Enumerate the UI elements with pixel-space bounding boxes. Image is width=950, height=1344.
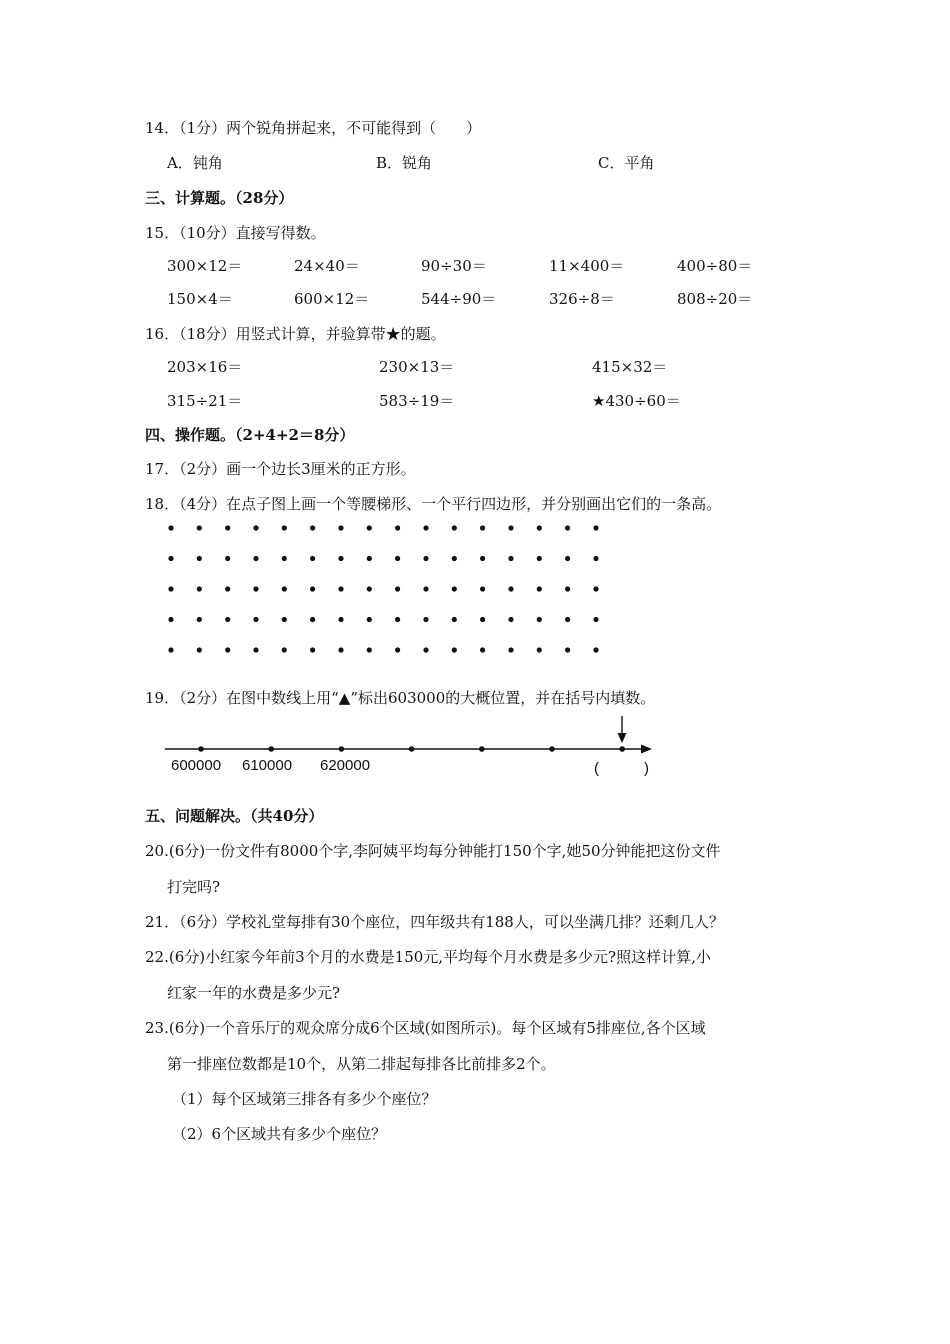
question-23-sub-1: （1）每个区域第三排各有多少个座位？ xyxy=(172,1090,437,1108)
question-23-line-2: 第一排座位数都是10个，从第二排起每排各比前排多2个。 xyxy=(167,1055,556,1073)
number-line-arrowhead xyxy=(641,745,652,754)
q16-item: 415×32＝ xyxy=(592,358,668,376)
number-line-tick xyxy=(339,746,345,752)
number-line-tick xyxy=(198,746,204,752)
question-14-stem: 14．（1分）两个锐角拼起来，不可能得到（ ） xyxy=(145,119,482,137)
q15-item: 24×40＝ xyxy=(294,257,360,275)
q15-item: 11×400＝ xyxy=(549,257,625,275)
q16-item: 203×16＝ xyxy=(167,358,243,376)
down-arrow-head-icon xyxy=(618,733,627,743)
number-line-label: 620000 xyxy=(320,757,371,774)
question-23-line-1: 23.(6分)一个音乐厅的观众席分成6个区域(如图所示)。每个区域有5排座位,各个区域 xyxy=(145,1019,706,1037)
number-line-tick xyxy=(409,746,415,752)
number-line-label: 610000 xyxy=(242,757,293,774)
q15-item: 150×4＝ xyxy=(167,290,233,308)
section-3-title: 三、计算题。（28分） xyxy=(145,189,294,207)
q15-item: 90÷30＝ xyxy=(421,257,487,275)
question-14-option-c: C．平角 xyxy=(598,154,655,172)
q16-item: ★430÷60＝ xyxy=(592,392,681,410)
question-23-sub-2: （2）6个区域共有多少个座位？ xyxy=(172,1125,387,1143)
number-line-tick xyxy=(619,746,625,752)
q15-item: 600×12＝ xyxy=(294,290,370,308)
number-line-answer-blank[interactable]: ( ) xyxy=(594,760,649,777)
question-19-stem: 19．（2分）在图中数线上用“▲”标出603000的大概位置，并在括号内填数。 xyxy=(145,689,656,707)
question-17-stem: 17．（2分）画一个边长3厘米的正方形。 xyxy=(145,460,416,478)
q15-item: 544÷90＝ xyxy=(421,290,497,308)
question-20-line-2: 打完吗? xyxy=(167,878,221,896)
question-20-line-1: 20.(6分)一份文件有8000个字,李阿姨平均每分钟能打150个字,她50分钟能把这份文件 xyxy=(145,842,721,860)
number-line-label: 600000 xyxy=(171,757,222,774)
question-14-option-a: A．钝角 xyxy=(167,154,223,172)
q15-item: 808÷20＝ xyxy=(677,290,753,308)
section-5-title: 五、问题解决。（共40分） xyxy=(145,807,324,825)
question-22-line-1: 22.(6分)小红家今年前3个月的水费是150元,平均每个月水费是多少元?照这样计算,小 xyxy=(145,948,711,966)
q16-item: 315÷21＝ xyxy=(167,392,243,410)
q16-item: 583÷19＝ xyxy=(379,392,455,410)
q15-item: 300×12＝ xyxy=(167,257,243,275)
q16-item: 230×13＝ xyxy=(379,358,455,376)
question-21-stem: 21．（6分）学校礼堂每排有30个座位，四年级共有188人，可以坐满几排？还剩几人？ xyxy=(145,913,724,931)
number-line-tick xyxy=(268,746,274,752)
question-18-stem: 18．（4分）在点子图上画一个等腰梯形、一个平行四边形，并分别画出它们的一条高。 xyxy=(145,495,722,513)
question-16-stem: 16．（18分）用竖式计算，并验算带★的题。 xyxy=(145,325,446,343)
q15-item: 400÷80＝ xyxy=(677,257,753,275)
question-22-line-2: 红家一年的水费是多少元? xyxy=(167,984,341,1002)
q15-item: 326÷8＝ xyxy=(549,290,615,308)
question-15-stem: 15．（10分）直接写得数。 xyxy=(145,224,326,242)
number-line-tick xyxy=(479,746,485,752)
section-4-title: 四、操作题。（2+4+2＝8分） xyxy=(145,426,355,444)
number-line-tick xyxy=(549,746,555,752)
question-14-option-b: B．锐角 xyxy=(376,154,433,172)
